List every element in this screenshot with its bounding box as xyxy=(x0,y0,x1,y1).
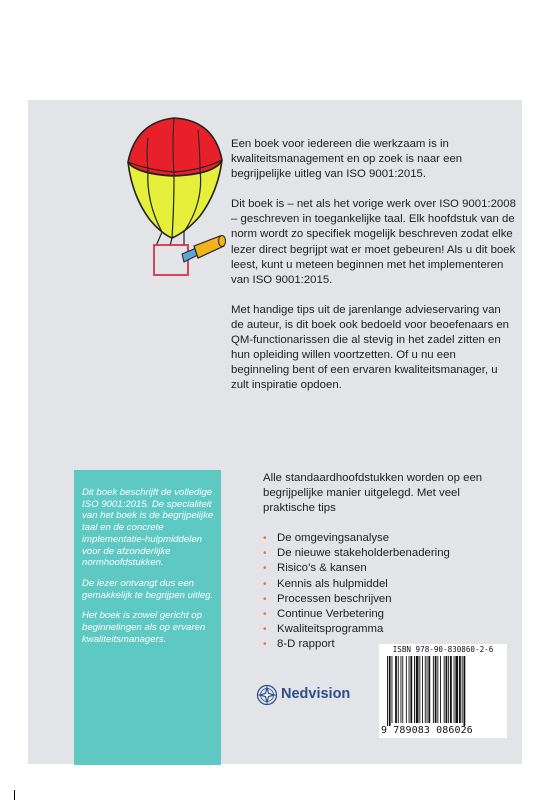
barcode-bar xyxy=(437,656,438,723)
summary-text xyxy=(82,487,217,654)
compass-rose-icon xyxy=(256,684,278,706)
barcode-bar xyxy=(402,656,403,723)
barcode-bar xyxy=(440,656,441,723)
list-item-label: De nieuwe stakeholderbenadering xyxy=(277,547,450,560)
barcode-bar xyxy=(435,656,437,723)
barcode-bar xyxy=(392,656,393,723)
bullet-icon: • xyxy=(263,593,267,605)
intro-paragraph-3: Met handige tips uit de jarenlange advieservaring van de auteur, is dit boek ook bedoeld voor beoefenaars en QM-functionarissen die al stevig in het zadel zitten en hun opleiding willen voortzetten. Of u nu een beginneling bent of een ervaren kwaliteitsmanager, u zult inspiratie opdoen. xyxy=(231,303,510,392)
list-item-label: Processen beschrijven xyxy=(277,592,392,605)
intro-paragraph-1: Een boek voor iedereen die werkzaam is in kwaliteitsmanagement en op zoek is naar een begrijpelijke uitleg van ISO 9001:2015. xyxy=(231,138,463,181)
summary-paragraph-1: Dit boek beschrijft de volledige ISO 9001:2015. De specialiteit van het boek is de begrijpelijke taal en de concrete implementatie-hulpmiddelen voor de afzonderlijke normhoofdstukken. xyxy=(82,487,214,569)
barcode-bar xyxy=(387,656,388,726)
barcode-bar xyxy=(450,656,452,723)
feature-list xyxy=(263,531,450,653)
chapters-intro: Alle standaardhoofdstukken worden op een begrijpelijke manier uitgelegd. Met veel praktische tips xyxy=(263,472,483,514)
barcode-bar xyxy=(427,656,428,723)
list-item-label: Risico’s & kansen xyxy=(277,562,367,575)
list-item-label: Kennis als hulpmiddel xyxy=(277,577,388,590)
intro-text xyxy=(231,137,516,408)
bullet-icon: • xyxy=(263,533,267,544)
hot-air-balloon-illustration xyxy=(118,112,230,280)
isbn-label: ISBN 978-90-830860-2-6 xyxy=(392,645,494,654)
barcode-bar xyxy=(409,656,410,723)
barcode-bar xyxy=(446,656,448,723)
barcode-bar xyxy=(389,656,391,726)
intro-paragraph-2: Dit boek is – net als het vorige werk over ISO 9001:2008 – geschreven in toegankelijke taal. Elk hoofdstuk van de norm wordt zo specifiek mogelijk beschreven zodat elke lezer direct begrijpt wat er moet gebeuren! Als u dit boek leest, kunt u meteen beginnen met het implementeren van ISO 9001:2015. xyxy=(231,198,516,286)
barcode-bar xyxy=(462,656,463,723)
barcode-bar xyxy=(459,656,461,723)
list-item xyxy=(263,561,450,576)
crop-mark xyxy=(14,790,15,800)
list-item xyxy=(263,577,450,592)
list-item xyxy=(263,592,450,607)
barcode-bar xyxy=(464,656,466,726)
barcode-bar xyxy=(455,656,458,723)
list-item xyxy=(263,531,450,546)
barcode-bar xyxy=(406,656,407,723)
barcode-bar xyxy=(428,656,430,723)
barcode-bar xyxy=(448,656,449,723)
publisher-logo xyxy=(256,684,360,706)
barcode-bar xyxy=(433,656,434,723)
summary-paragraph-2: De lezer ontvangt dus een gemakkelijk te begrijpen uitleg. xyxy=(82,577,214,601)
barcode-bar xyxy=(444,656,445,723)
barcode-bar xyxy=(398,656,399,723)
list-item-label: Continue Verbetering xyxy=(277,608,385,621)
barcode-bar xyxy=(401,656,402,723)
barcode-bar xyxy=(410,656,412,723)
barcode-bar xyxy=(414,656,415,723)
barcode-bar xyxy=(416,656,419,723)
publisher-name: Nedvision xyxy=(281,686,351,702)
list-item-label: Kwaliteitsprogramma xyxy=(277,623,384,636)
barcode-bars xyxy=(379,644,507,738)
barcode-bar xyxy=(425,656,426,723)
bullet-icon: • xyxy=(263,578,267,590)
list-item xyxy=(263,546,450,561)
bullet-icon: • xyxy=(263,624,267,636)
list-item xyxy=(263,622,450,637)
isbn-barcode xyxy=(379,644,507,738)
bullet-icon: • xyxy=(263,563,267,575)
list-item-label: 8-D rapport xyxy=(277,638,335,651)
list-item xyxy=(263,607,450,622)
barcode-digits: 9 789083 086026 xyxy=(381,725,473,736)
list-item-label: De omgevingsanalyse xyxy=(277,532,390,544)
barcode-bar xyxy=(419,656,420,723)
barcode-bar xyxy=(395,656,397,723)
bullet-icon: • xyxy=(263,639,267,651)
barcode-bar xyxy=(422,656,423,723)
barcode-bar xyxy=(454,656,455,723)
bullet-icon: • xyxy=(263,548,267,560)
summary-paragraph-3: Het boek is zowel gericht op beginnelingen als op ervaren kwaliteitsmanagers. xyxy=(82,610,206,645)
bullet-icon: • xyxy=(263,609,267,621)
